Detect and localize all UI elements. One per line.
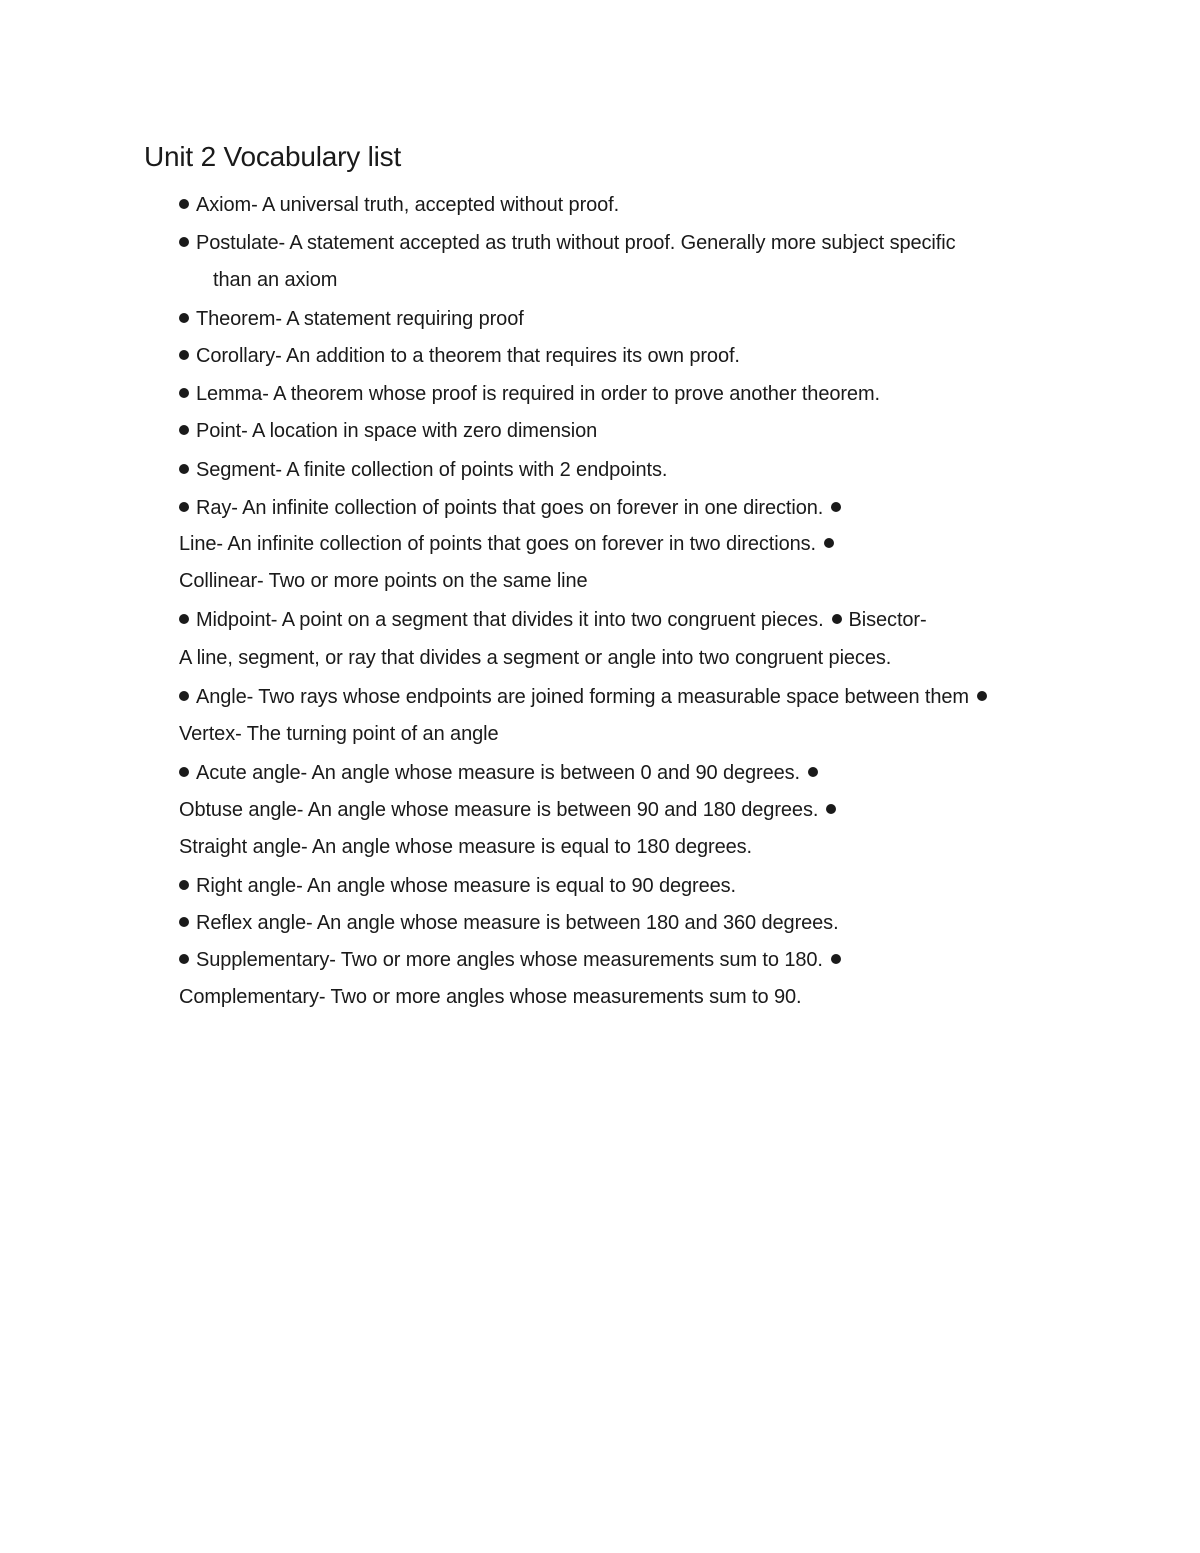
vocab-text: Obtuse angle- An angle whose measure is between 90 and 180 degrees. [179,799,819,821]
bullet-icon [179,691,189,701]
vocab-text: Collinear- Two or more points on the same line [179,570,588,592]
bullet-icon [179,614,189,624]
vocab-line-right-angle [179,874,736,898]
bullet-icon [808,767,818,777]
vocab-line-reflex-angle [179,911,839,935]
bullet-icon [179,388,189,398]
vocab-text: Axiom- A universal truth, accepted without proof. [196,194,620,216]
vocab-line-axiom [179,193,619,217]
bullet-icon [824,538,834,548]
vocab-line-supplementary [179,948,841,972]
vocab-line-postulate-continued [213,268,337,292]
bullet-icon [179,237,189,247]
vocab-line-complementary [179,985,802,1009]
vocab-text: Supplementary- Two or more angles whose measurements sum to 180. [196,949,823,971]
vocab-line-line [179,532,834,556]
vocab-text: Right angle- An angle whose measure is equal to 90 degrees. [196,875,737,897]
vocab-text: Postulate- A statement accepted as truth without proof. Generally more subject specific [196,232,956,254]
vocab-text: Angle- Two rays whose endpoints are joined forming a measurable space between them [196,686,969,708]
vocab-line-corollary [179,344,740,368]
vocab-text: Vertex- The turning point of an angle [179,723,499,745]
vocab-text: Acute angle- An angle whose measure is between 0 and 90 degrees. [196,762,801,784]
vocab-text: Midpoint- A point on a segment that divides it into two congruent pieces. [196,609,824,631]
vocab-line-lemma [179,382,880,406]
bullet-icon [179,464,189,474]
bullet-icon [831,502,841,512]
vocab-text: Complementary- Two or more angles whose measurements sum to 90. [179,986,802,1008]
vocab-line-angle [179,685,987,709]
vocab-line-bisector [179,646,891,670]
bullet-icon [179,425,189,435]
vocab-text: Reflex angle- An angle whose measure is between 180 and 360 degrees. [196,912,839,934]
vocab-text: Corollary- An addition to a theorem that requires its own proof. [196,345,740,367]
bullet-icon [179,199,189,209]
vocab-line-segment [179,458,667,482]
bullet-icon [977,691,987,701]
vocab-text: Straight angle- An angle whose measure is equal to 180 degrees. [179,836,752,858]
vocab-line-point [179,419,597,443]
vocab-line-acute-angle [179,761,818,785]
bullet-icon [179,502,189,512]
vocab-text: Bisector- [848,609,927,631]
bullet-icon [832,614,842,624]
vocab-text: Ray- An infinite collection of points that goes on forever in one direction. [196,497,824,519]
vocab-text: than an axiom [213,269,338,291]
vocab-line-vertex [179,722,498,746]
bullet-icon [179,767,189,777]
vocab-line-straight-angle [179,835,752,859]
vocab-text: Theorem- A statement requiring proof [196,308,524,330]
bullet-icon [179,350,189,360]
vocab-line-ray [179,496,841,520]
vocab-line-obtuse-angle [179,798,836,822]
vocab-text: Point- A location in space with zero dimension [196,420,598,442]
vocab-text: Line- An infinite collection of points that goes on forever in two directions. [179,533,817,555]
vocab-text: Segment- A finite collection of points with 2 endpoints. [196,459,668,481]
vocab-line-postulate [179,231,955,255]
bullet-icon [831,954,841,964]
bullet-icon [179,917,189,927]
vocab-text: A line, segment, or ray that divides a segment or angle into two congruent pieces. [179,647,892,669]
bullet-icon [179,313,189,323]
bullet-icon [826,804,836,814]
page-title: Unit 2 Vocabulary list [144,141,402,172]
vocab-text: Lemma- A theorem whose proof is required in order to prove another theorem. [196,383,880,405]
vocab-line-theorem [179,307,524,331]
bullet-icon [179,954,189,964]
vocab-line-collinear [179,569,588,593]
bullet-icon [179,880,189,890]
vocab-line-midpoint [179,608,927,632]
